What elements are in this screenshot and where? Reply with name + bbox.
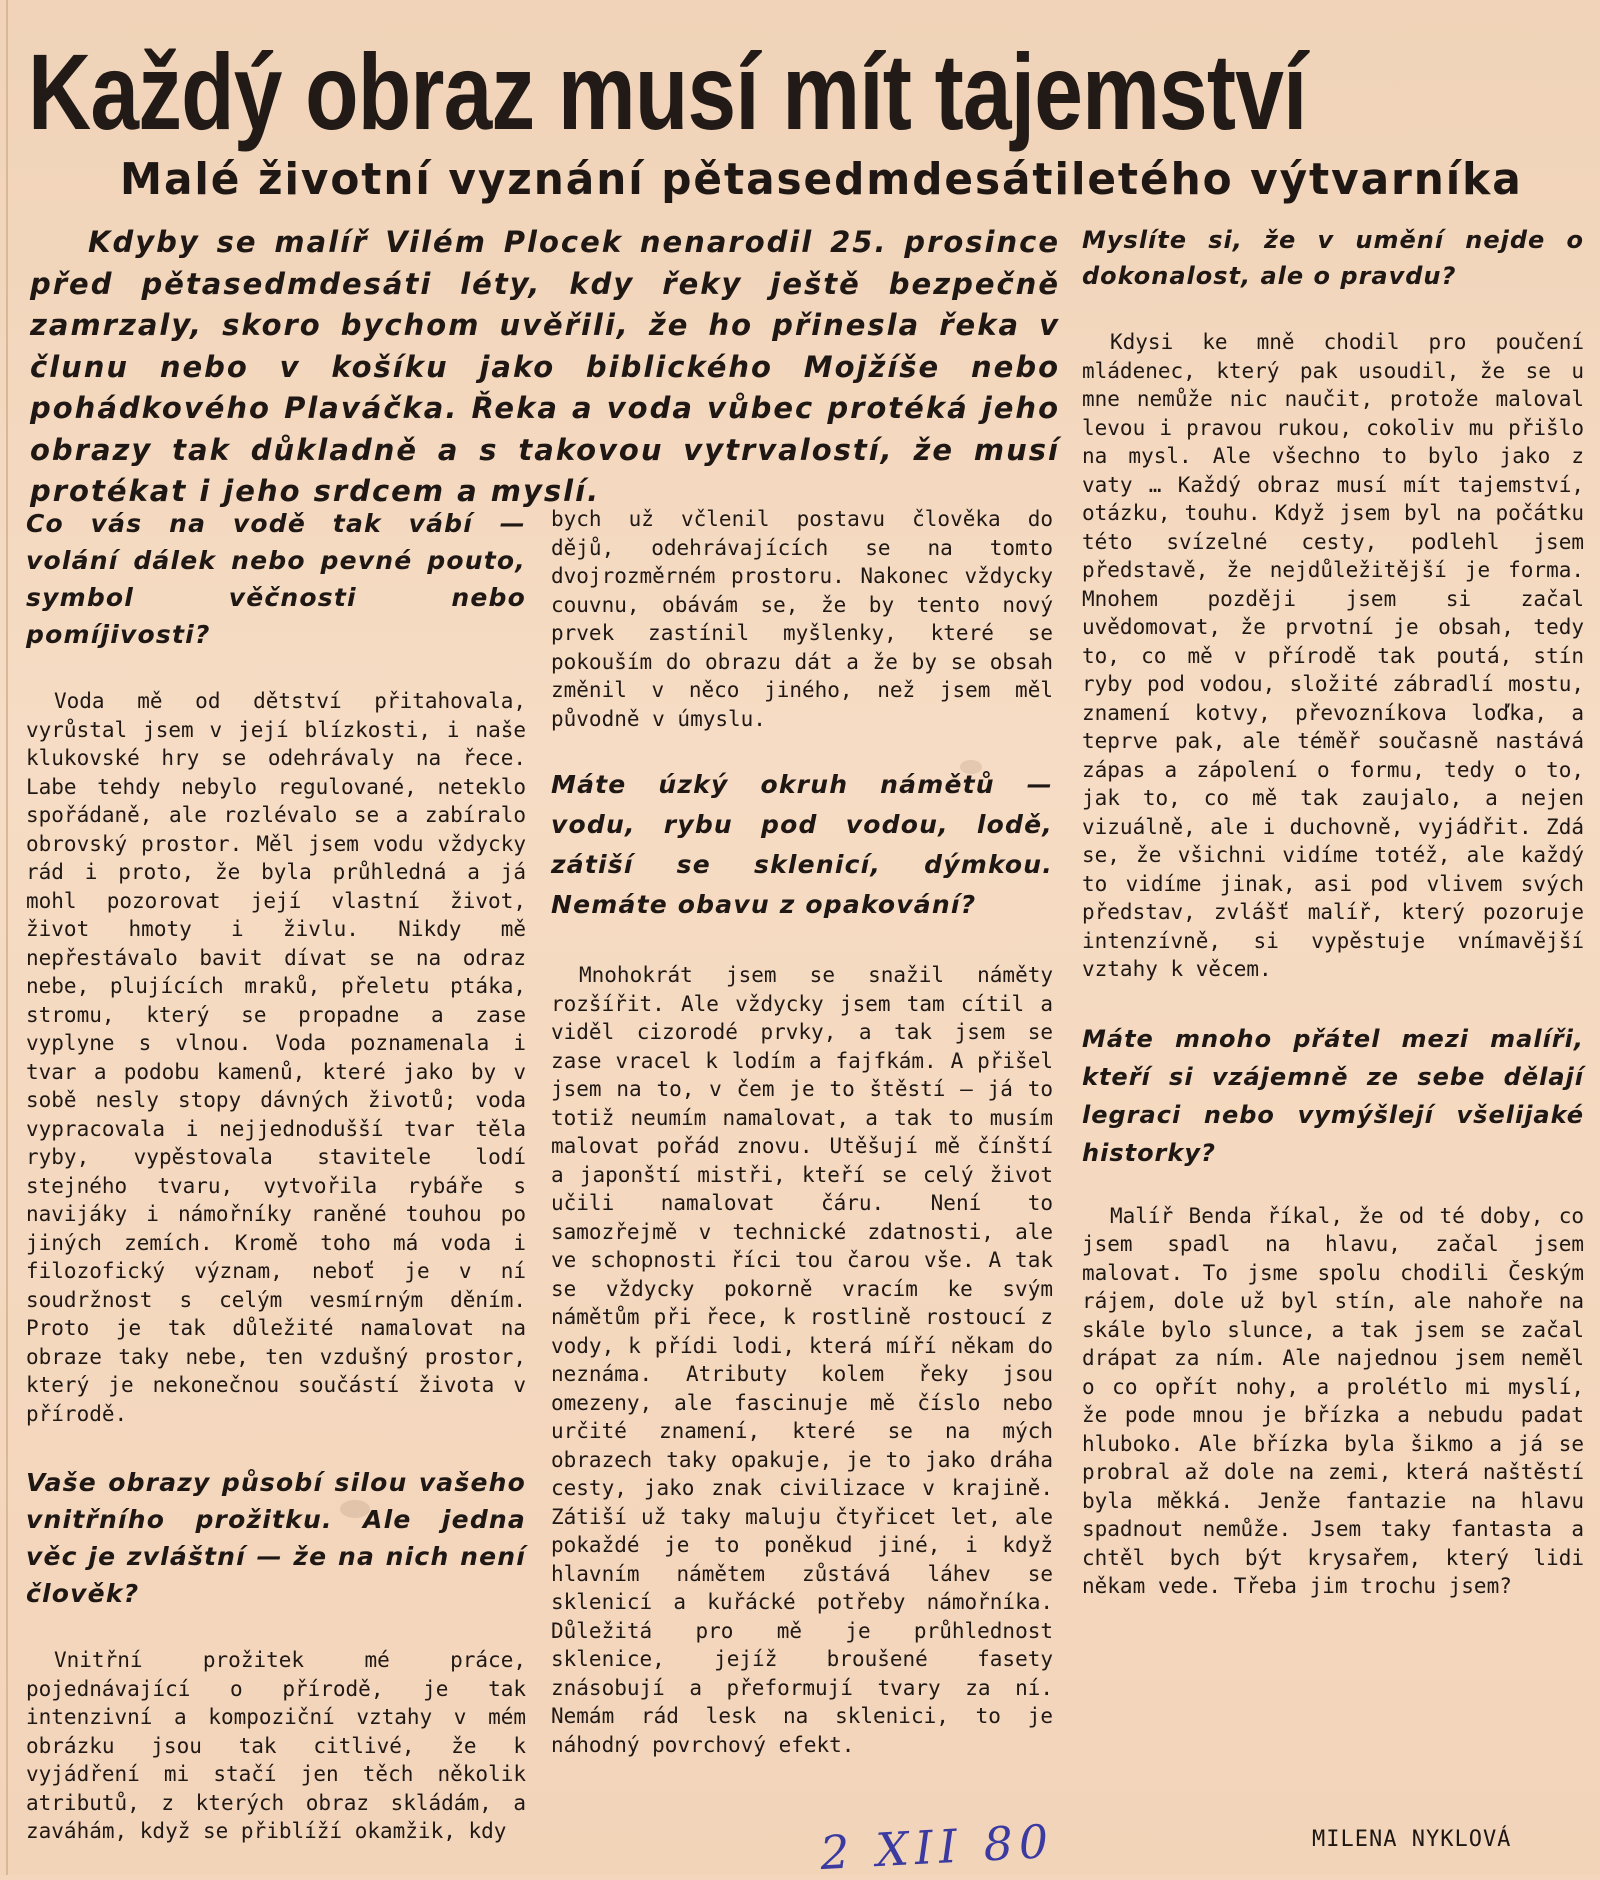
handwritten-date: 2 XII 80 — [818, 1813, 1056, 1880]
question-5: Máte mnoho přátel mezi malíři, kteří si vzájemně ze sebe dělají legraci nebo vymýšlejí všelijaké historky? — [1082, 1024, 1584, 1167]
question-3: Máte úzký okruh námětů — vodu, rybu pod vodou, lodě, zátiší se sklenicí, dýmkou. Nemáte obavu z opakování? — [551, 770, 1053, 919]
paper-stain — [340, 1500, 370, 1518]
question-1: Co vás na vodě tak vábí — volání dálek nebo pevné pouto, symbol věčnosti nebo pomíjivosti? — [26, 509, 526, 649]
answer-5: Malíř Benda říkal, že od té doby, co jsem spadl na hlavu, začal jsem malovat. To jsme spolu chodili Českým rájem, dole už byl stín, ale nahoře na skále bylo slunce, a tak jsem se začal drápat za ním. Ale najednou jsem neměl o co opřít nohy, a prolétlo mi myslí, že pode mnou je břízka a nebudu padat hluboko. Ale břízka byla šikmo a já se probral až dole na zemi, která naštěstí byla měkká. Jenže fantazie na hlavu spadnout nemůže. Jsem taky fantasta a chtěl bych být krysařem, který lidi někam vede. Třeba jim trochu jsem? — [1082, 1203, 1584, 1598]
question-4: Myslíte si, že v umění nejde o dokonalost, ale o pravdu? — [1082, 226, 1584, 290]
headline: Každý obraz musí mít tajemství — [28, 31, 1307, 152]
lead-paragraph: Kdyby se malíř Vilém Plocek nenarodil 25. prosince před pětasedmdesáti léty, kdy řeky ještě bezpečně zamrzaly, skoro bychom uvěřili, že ho přinesla řeka v člunu nebo v košíku jako biblického Mojžíše nebo pohádkového Plaváčka. Řeka a voda vůbec protéká jeho obrazy tak důkladně a s takovou vytrvalostí, že musí protékat i jeho srdcem a myslí. — [30, 225, 1060, 508]
answer-2: Vnitřní prožitek mé práce, pojednávající o přírodě, je tak intenzivní a kompoziční vztahy v mém obrázku jsou tak citlivé, že k vyjádření mi stačí jen těch několik atributů, z kterých obraz skládám, a zaváhám, když se přiblíží okamžik, kdy — [26, 1648, 526, 1843]
answer-1: Voda mě od dětství přitahovala, vyrůstal jsem v její blízkosti, i naše klukovské hry se odehrávaly na řece. Labe tehdy nebylo regulované, neteklo spořádaně, ale rozlévalo se a zabíralo obrovský prostor. Měl jsem vodu vždycky rád i proto, že byla průhledná a já mohl pozorovat její vlastní život, život hmoty i živlu. Nikdy mě nepřestávalo bavit dívat se na odraz nebe, plujících mraků, přeletu ptáka, stromu, který se propadne a zase vyplyne s vlnou. Voda poznamenala i tvar a podobu kamenů, které jako by v sobě nesly stopy dávných životů; voda vypracovala i nejjednodušší tvar těla ryby, vypěstovala stavitele lodí stejného tvaru, vytvořila rybáře s navijáky i námořníky raněné touhou po jiných zemích. Kromě toho má voda i filozofický význam, neboť je v ní soudržnost s celým vesmírným děním. Proto je tak důležité namalovat na obraze taky nebe, ten vzdušný prostor, který je nekonečnou součástí života v přírodě. — [26, 689, 526, 1426]
column-2 — [551, 505, 1053, 1759]
answer-3: Mnohokrát jsem se snažil náměty rozšířit. Ale vždycky jsem tam cítil a viděl cizorodé prvky, a tak jsem se zase vracel k lodím a fajfkám. A přišel jsem na to, v čem je to štěstí — já to totiž neumím namalovat, a tak to musím malovat pořád znovu. Utěšují mě čínští a japonští mistři, kteří se celý život učili namalovat čáru. Není to samozřejmě v technické zdatnosti, ale ve schopnosti říci tou čarou vše. A tak se vždycky pokorně vracím ke svým námětům při řece, k rostlině rostoucí z vody, k přídi lodi, která míří někam do neznáma. Atributy kolem řeky jsou omezeny, ale fascinuje mě číslo nebo určité znamení, které se na mých obrazech taky opakuje, je to jako dráha cesty, jako znak civilizace v krajině. Zátiší už taky maluju čtyřicet let, ale pokaždé je to poněkud jiné, i když hlavním námětem zůstává láhev se sklenicí a kuřácké potřeby námořníka. Důležitá pro mě je průhlednost sklenice, jejíž broušené fasety znásobují a přeformují tvary za ní. Nemám rád lesk na sklenici, to je náhodný povrchový efekt. — [551, 963, 1053, 1757]
answer-2-continued: bych už včlenil postavu člověka do dějů, odehrávajících se na tomto dvojrozměrném prostoru. Nakonec vždycky couvnu, obávám se, že by tento nový prvek zastínil myšlenky, které se pokouším do obrazu dát a že by se obsah změnil v něco jiného, než jsem měl původně v úmyslu. — [551, 507, 1053, 731]
question-2: Vaše obrazy působí silou vašeho vnitřního prožitku. Ale jedna věc je zvláštní — že na nich není člověk? — [26, 1468, 526, 1608]
paper-stain — [960, 760, 982, 774]
author-byline: MILENA NYKLOVÁ — [1312, 1827, 1512, 1852]
subheadline: Malé životní vyznání pětasedmdesátiletého výtvarníka — [120, 154, 1523, 205]
lead-paragraph-block — [30, 222, 1060, 513]
answer-4: Kdysi ke mně chodil pro poučení mládenec, který pak usoudil, že se u mne nemůže nic naučit, protože maloval levou i pravou rukou, cokoliv mu přišlo na mysl. Ale všechno to bylo jako z vaty … Každý obraz musí mít tajemství, otázku, touhu. Když jsem byl na počátku této svízelné cesty, podlehl jsem představě, že nejdůležitější je forma. Mnohem později jsem si začal uvědomovat, že prvotní je obsah, tedy to, co mě v přírodě tak poutá, stín ryby pod vodou, složité zábradlí mostu, znamení kotvy, převozníkova loďka, a teprve pak, ale téměř současně nastává zápas a zápolení o formu, tedy o to, jak to, co mě tak zaujalo, a nejen vizuálně, ale i duchovně, vyjádřit. Zdá se, že všichni vidíme totéž, ale každý to vidíme jinak, asi pod vlivem svých představ, zvlášť malíř, který pozoruje intenzívně, si vypěstuje vnímavější vztahy k věcem. — [1082, 330, 1584, 981]
column-1 — [26, 505, 526, 1846]
column-3 — [1082, 222, 1584, 1601]
